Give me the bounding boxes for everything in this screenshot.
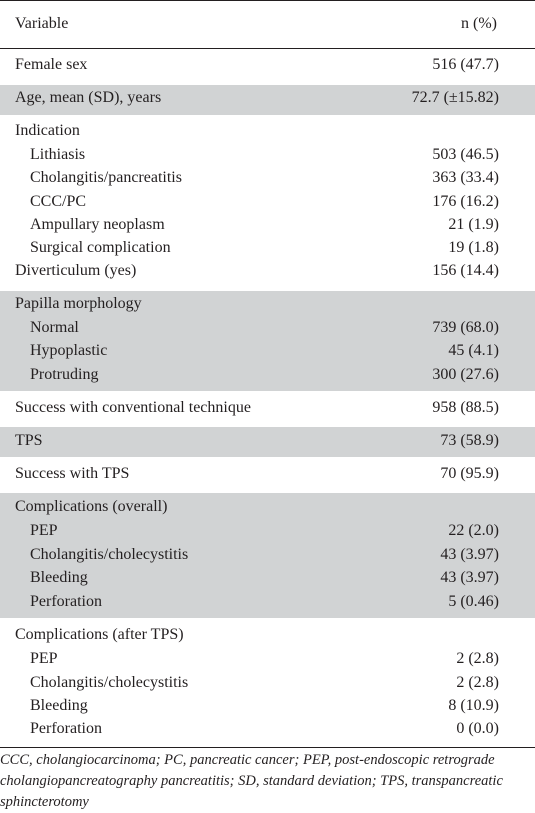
row-label: Bleeding (30, 569, 88, 586)
row-value: 5 (0.46) (448, 593, 499, 610)
table-row (0, 625, 535, 648)
table-row (0, 497, 535, 520)
row-value: 2 (2.8) (456, 673, 499, 691)
header-rule (0, 48, 535, 49)
row-value: 21 (1.9) (448, 216, 499, 233)
row-label: Lithiasis (30, 145, 86, 163)
row-value: 43 (3.97) (440, 569, 499, 586)
row-label: Bleeding (30, 697, 88, 714)
header-n-percent: n (%) (461, 15, 497, 32)
row-value: 0 (0.0) (456, 720, 499, 737)
row-label: Complications (after TPS) (15, 626, 184, 643)
row-label: Hypoplastic (30, 342, 108, 359)
row-label: Cholangitis/pancreatitis (30, 169, 182, 186)
row-value: 176 (16.2) (432, 192, 499, 210)
table-row (0, 673, 535, 696)
table-row (0, 696, 535, 719)
row-value: 45 (4.1) (448, 342, 499, 359)
row-label: Cholangitis/cholecystitis (30, 546, 189, 563)
table-row (0, 88, 535, 111)
row-label: Protruding (30, 365, 99, 383)
table-row (0, 545, 535, 568)
table-row (0, 261, 535, 284)
table-row (0, 398, 535, 421)
row-label: Papilla morphology (15, 295, 142, 312)
row-value: 156 (14.4) (432, 262, 499, 279)
table-row (0, 431, 535, 454)
table-row (0, 238, 535, 261)
row-label: CCC/PC (30, 192, 87, 210)
table-row (0, 121, 535, 144)
row-label: Diverticulum (yes) (15, 262, 137, 279)
row-label: Cholangitis/cholecystitis (30, 673, 189, 691)
table-row (0, 341, 535, 364)
row-label: Perforation (30, 720, 102, 737)
row-value: 516 (47.7) (432, 56, 499, 73)
table-row (0, 145, 535, 168)
row-value: 363 (33.4) (432, 169, 499, 186)
bottom-rule (0, 747, 535, 748)
table-row (0, 192, 535, 215)
row-value: 2 (2.8) (456, 650, 499, 667)
row-label: TPS (15, 432, 43, 449)
row-label: Normal (30, 318, 79, 336)
row-label: Ampullary neoplasm (30, 216, 165, 233)
row-value: 72.7 (±15.82) (411, 89, 499, 106)
row-label: Indication (15, 122, 80, 139)
row-value: 19 (1.8) (448, 239, 499, 256)
table-row (0, 592, 535, 615)
table-row (0, 649, 535, 672)
row-label: PEP (30, 522, 58, 539)
row-label: Success with conventional technique (15, 399, 251, 416)
row-value: 22 (2.0) (448, 522, 499, 539)
row-value: 958 (88.5) (432, 399, 499, 416)
table-row (0, 168, 535, 191)
row-value: 300 (27.6) (432, 365, 499, 383)
row-value: 73 (58.9) (440, 432, 499, 449)
row-label: Female sex (15, 56, 88, 73)
table-row (0, 365, 535, 388)
row-value: 739 (68.0) (432, 318, 499, 336)
row-value: 70 (95.9) (440, 465, 499, 482)
table-row (0, 568, 535, 591)
table-row (0, 318, 535, 341)
row-value: 503 (46.5) (432, 145, 499, 163)
table-header (0, 1, 535, 47)
header-variable: Variable (15, 15, 69, 32)
row-label: Complications (overall) (15, 498, 168, 515)
row-label: Perforation (30, 593, 102, 610)
row-label: PEP (30, 650, 58, 667)
table-row (0, 521, 535, 544)
row-value: 43 (3.97) (440, 546, 499, 563)
row-label: Success with TPS (15, 465, 130, 482)
row-label: Surgical complication (30, 239, 171, 256)
row-label: Age, mean (SD), years (15, 89, 162, 106)
table-row (0, 464, 535, 487)
table-row (0, 294, 535, 317)
table-row (0, 55, 535, 78)
row-value: 8 (10.9) (448, 697, 499, 714)
table-footnote: CCC, cholangiocarcinoma; PC, pancreatic cancer; PEP, post-endoscopic retrograde cholangiopancreatography pancreatitis; SD, standard deviation; TPS, transpancreatic sphincterotomy (0, 752, 503, 810)
table-row (0, 215, 535, 238)
table-row (0, 719, 535, 742)
